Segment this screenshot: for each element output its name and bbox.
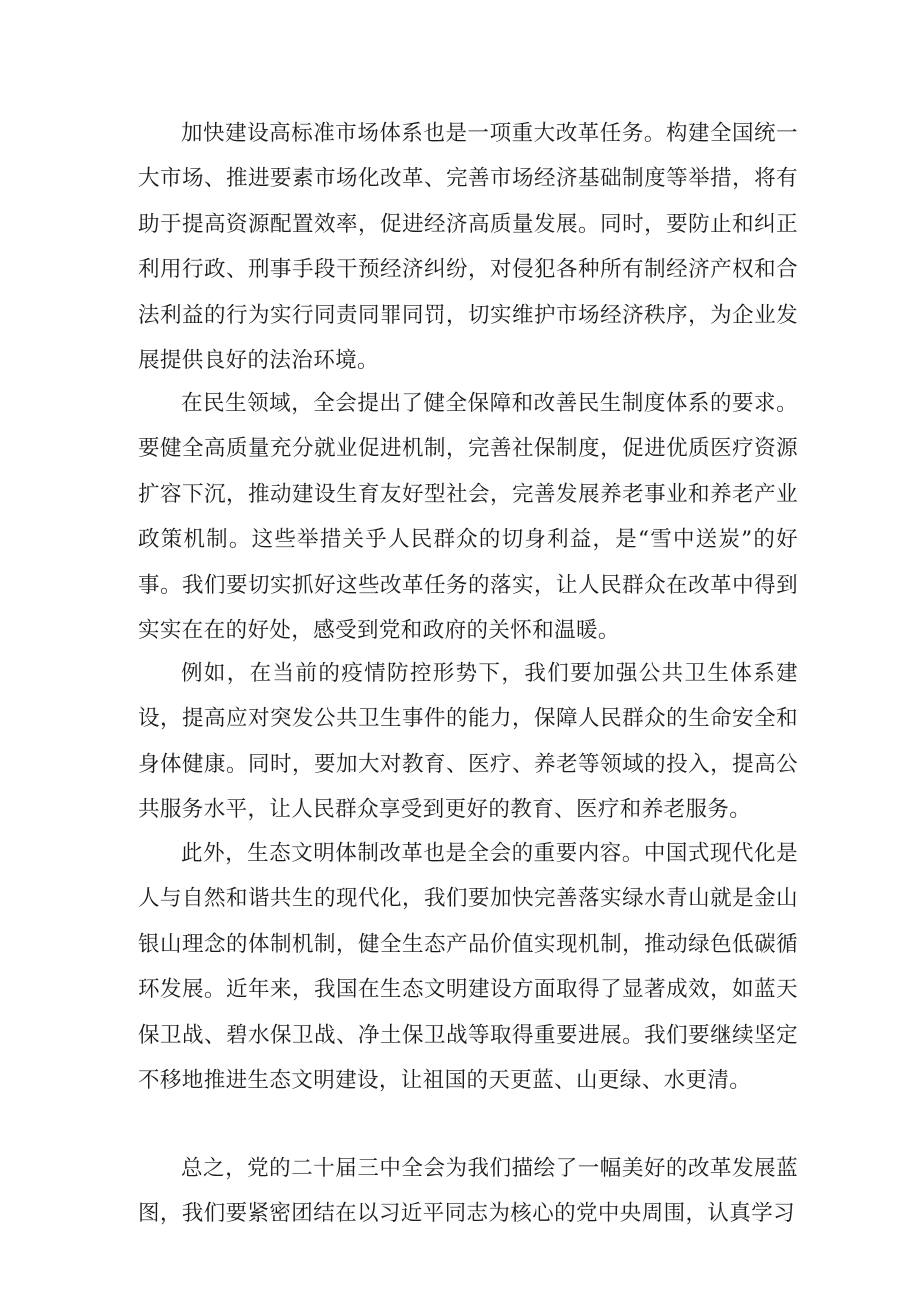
paragraph-ecology: 此外，生态文明体制改革也是全会的重要内容。中国式现代化是人与自然和谐共生的现代化，我们要加快完善落实绿水青山就是金山银山理念的体制机制，健全生态产品价值实现机制，推动绿色低碳循环发展。近年来，我国在生态文明建设方面取得了显著成效，如蓝天保卫战、碧水保卫战、净土保卫战等取得重要进展。我们要继续坚定不移地推进生态文明建设，让祖国的天更蓝、山更绿、水更清。	[138, 841, 798, 1094]
paragraph-conclusion: 总之，党的二十届三中全会为我们描绘了一幅美好的改革发展蓝图，我们要紧密团结在以习近平同志为核心的党中央周围，认真学习	[138, 1156, 798, 1227]
paragraph-livelihood: 在民生领域，全会提出了健全保障和改善民生制度体系的要求。要健全高质量充分就业促进机制，完善社保制度，促进优质医疗资源扩容下沉，推动建设生育友好型社会，完善发展养老事业和养老产业政策机制。这些举措关乎人民群众的切身利益，是“雪中送炭”的好事。我们要切实抓好这些改革任务的落实，让人民群众在改革中得到实实在在的好处，感受到党和政府的关怀和温暖。	[138, 391, 798, 644]
paragraph-market-system: 加快建设高标准市场体系也是一项重大改革任务。构建全国统一大市场、推进要素市场化改革、完善市场经济基础制度等举措，将有助于提高资源配置效率，促进经济高质量发展。同时，要防止和纠正利用行政、刑事手段干预经济纠纷，对侵犯各种所有制经济产权和合法利益的行为实行同责同罪同罚，切实维护市场经济秩序，为企业发展提供良好的法治环境。	[138, 121, 798, 374]
paragraph-public-health: 例如，在当前的疫情防控形势下，我们要加强公共卫生体系建设，提高应对突发公共卫生事件的能力，保障人民群众的生命安全和身体健康。同时，要加大对教育、医疗、养老等领域的投入，提高公共服务水平，让人民群众享受到更好的教育、医疗和养老服务。	[138, 661, 798, 823]
